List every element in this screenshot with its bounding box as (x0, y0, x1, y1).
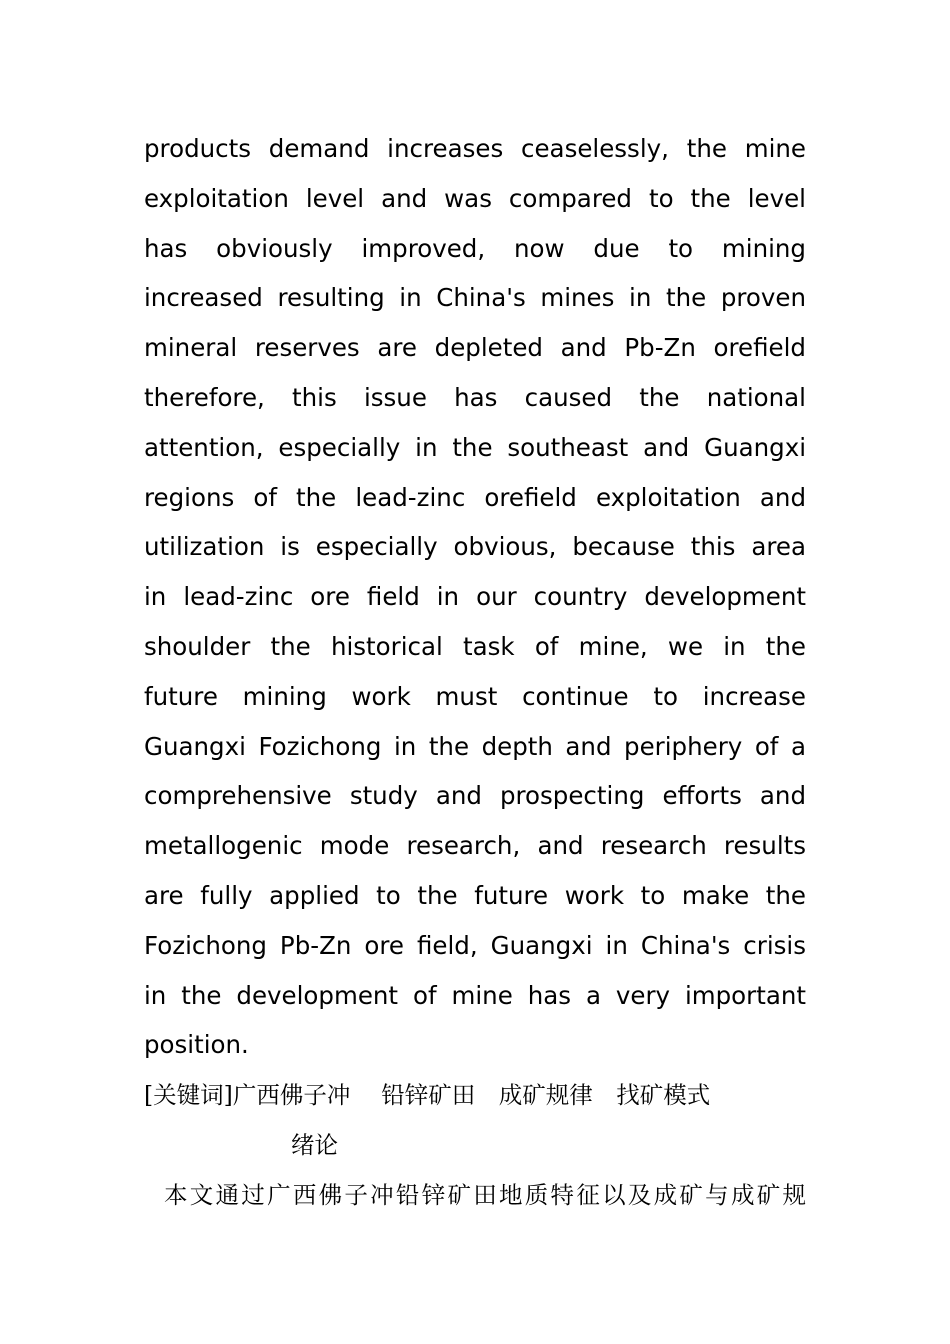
abstract-line: products demand increases ceaselessly, the mine (144, 134, 806, 163)
abstract-line: metallogenic mode research, and research results (144, 831, 806, 861)
abstract-line: future mining work must continue to increase (144, 681, 806, 711)
abstract-line: attention, especially in the southeast and Guangxi (144, 432, 806, 462)
abstract-line: regions of the lead-zinc orefield exploitation and (144, 482, 806, 512)
abstract-line: mineral reserves are depleted and Pb-Zn orefield (144, 333, 806, 363)
intro-paragraph-line: 本文通过广西佛子冲铅锌矿田地质特征以及成矿与成矿规 (164, 1181, 806, 1209)
abstract-line: utilization is especially obvious, because this area (144, 532, 806, 562)
abstract-line: Guangxi Fozichong in the depth and periphery of a (144, 731, 806, 761)
abstract-line: are fully applied to the future work to make the (144, 880, 806, 910)
keywords-line: [关键词]广西佛子冲 铅锌矿田 成矿规律 找矿模式 (144, 1081, 711, 1109)
abstract-line: shoulder the historical task of mine, we in the (144, 631, 806, 661)
abstract-line: Fozichong Pb-Zn ore field, Guangxi in China's crisis (144, 930, 806, 960)
abstract-line: comprehensive study and prospecting efforts and (144, 781, 806, 811)
abstract-line: exploitation level and was compared to the level (144, 183, 806, 213)
abstract-line: in the development of mine has a very important (144, 980, 806, 1010)
english-abstract (144, 124, 806, 1070)
abstract-line: has obviously improved, now due to mining (144, 233, 806, 263)
section-heading: 绪论 (291, 1131, 338, 1159)
abstract-line: therefore, this issue has caused the national (144, 382, 806, 412)
abstract-line: increased resulting in China's mines in the proven (144, 283, 806, 313)
abstract-line: in lead-zinc ore field in our country development (144, 582, 806, 612)
abstract-line: position. (144, 1030, 249, 1060)
